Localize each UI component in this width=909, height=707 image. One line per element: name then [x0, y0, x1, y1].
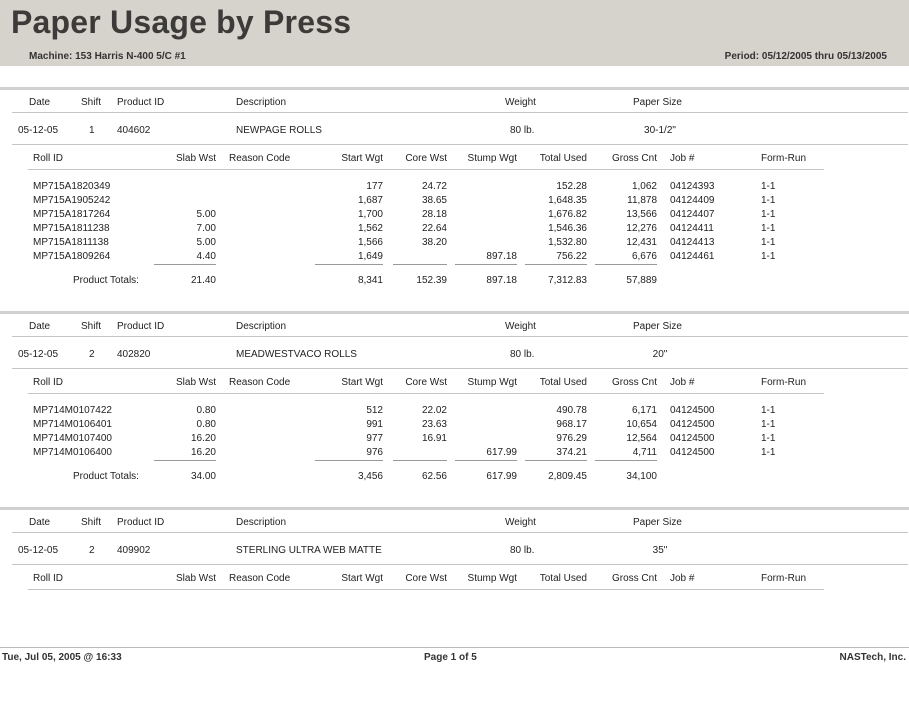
job-number-header: Job #: [670, 573, 695, 584]
page-number: Page 1 of 5: [424, 652, 477, 663]
slab-wst: 16.20: [190, 447, 216, 458]
start-wgt: 1,687: [357, 195, 383, 206]
product-id-header: Product ID: [117, 321, 165, 332]
product-section: [0, 507, 909, 707]
product-date: 05-12-05: [18, 349, 59, 360]
description-header: Description: [236, 517, 287, 528]
slab-wst: 0.80: [196, 419, 216, 430]
footer-divider: [0, 647, 909, 648]
start-wgt-underline: [315, 264, 383, 265]
job-number-header: Job #: [670, 377, 695, 388]
start-wgt-header: Start Wgt: [341, 377, 383, 388]
start-wgt: 977: [366, 433, 383, 444]
form-run-header: Form-Run: [761, 377, 807, 388]
total-core-wst: 152.39: [416, 275, 447, 286]
job-number: 04124407: [670, 209, 715, 220]
weight-header: Weight: [505, 97, 536, 108]
total-start-wgt: 3,456: [357, 471, 383, 482]
section-divider: [0, 87, 909, 90]
period-info: Period: 05/12/2005 thru 05/13/2005: [724, 51, 887, 62]
gross-cnt: 6,676: [631, 251, 657, 262]
product-rule: [12, 564, 908, 565]
paper-size-header: Paper Size: [633, 97, 682, 108]
job-number: 04124500: [670, 447, 715, 458]
slab-wst-underline: [154, 264, 216, 265]
core-wst: 28.18: [421, 209, 447, 220]
total-slab-wst: 21.40: [190, 275, 216, 286]
reason-code-header: Reason Code: [229, 573, 291, 584]
start-wgt: 1,566: [357, 237, 383, 248]
date-header: Date: [29, 321, 51, 332]
job-number-header: Job #: [670, 153, 695, 164]
roll-id: MP715A1811238: [33, 223, 110, 234]
job-number: 04124461: [670, 251, 715, 262]
gross-cnt: 1,062: [631, 181, 657, 192]
total-slab-wst: 34.00: [190, 471, 216, 482]
header-rule: [12, 532, 908, 533]
product-weight: 80 lb.: [510, 125, 535, 136]
product-description: STERLING ULTRA WEB MATTE: [236, 545, 382, 556]
start-wgt-underline: [315, 460, 383, 461]
product-totals-label: Product Totals:: [73, 471, 139, 482]
shift-header: Shift: [81, 321, 102, 332]
product-id: 404602: [117, 125, 151, 136]
stump-wgt-header: Stump Wgt: [467, 573, 517, 584]
form-run: 1-1: [761, 181, 776, 192]
product-shift: 1: [89, 125, 95, 136]
product-date: 05-12-05: [18, 125, 59, 136]
core-wst: 22.64: [421, 223, 447, 234]
company-name: NASTech, Inc.: [839, 652, 906, 663]
total-used-underline: [525, 264, 587, 265]
start-wgt: 976: [366, 447, 383, 458]
roll-id: MP715A1817264: [33, 209, 111, 220]
product-weight: 80 lb.: [510, 545, 535, 556]
roll-id-header: Roll ID: [33, 573, 64, 584]
slab-wst: 5.00: [196, 209, 216, 220]
gross-cnt: 13,566: [626, 209, 657, 220]
roll-id: MP715A1820349: [33, 181, 111, 192]
product-id: 409902: [117, 545, 151, 556]
machine-info: Machine: 153 Harris N-400 5/C #1: [29, 51, 186, 62]
total-core-wst: 62.56: [421, 471, 447, 482]
gross-cnt: 6,171: [631, 405, 657, 416]
total-used-header: Total Used: [539, 377, 587, 388]
form-run: 1-1: [761, 405, 776, 416]
product-date: 05-12-05: [18, 545, 59, 556]
job-number: 04124411: [670, 223, 714, 234]
roll-header-rule: [28, 169, 824, 170]
total-used-header: Total Used: [539, 153, 587, 164]
roll-header-rule: [28, 589, 824, 590]
report-header: [0, 0, 909, 66]
core-wst: 38.20: [421, 237, 447, 248]
section-divider: [0, 311, 909, 314]
job-number: 04124413: [670, 237, 715, 248]
core-wst-header: Core Wst: [405, 573, 447, 584]
total-start-wgt: 8,341: [357, 275, 383, 286]
form-run-header: Form-Run: [761, 153, 807, 164]
start-wgt: 991: [366, 419, 383, 430]
core-wst-underline: [393, 460, 447, 461]
roll-id: MP714M0106401: [33, 419, 112, 430]
gross-cnt-header: Gross Cnt: [611, 377, 657, 388]
start-wgt: 1,700: [357, 209, 383, 220]
slab-wst: 4.40: [196, 251, 216, 262]
slab-wst-header: Slab Wst: [175, 573, 216, 584]
product-totals-label: Product Totals:: [73, 275, 139, 286]
product-id-header: Product ID: [117, 517, 165, 528]
form-run: 1-1: [761, 447, 776, 458]
total-used: 968.17: [556, 419, 587, 430]
form-run: 1-1: [761, 251, 776, 262]
weight-header: Weight: [505, 321, 536, 332]
product-paper-size: 20": [652, 349, 668, 360]
form-run: 1-1: [761, 195, 776, 206]
product-shift: 2: [89, 349, 95, 360]
description-header: Description: [236, 97, 287, 108]
slab-wst: 0.80: [196, 405, 216, 416]
core-wst: 38.65: [421, 195, 447, 206]
print-timestamp: Tue, Jul 05, 2005 @ 16:33: [2, 652, 122, 663]
product-paper-size: 35": [652, 545, 668, 556]
core-wst-header: Core Wst: [405, 377, 447, 388]
weight-header: Weight: [505, 517, 536, 528]
product-id-header: Product ID: [117, 97, 165, 108]
product-shift: 2: [89, 545, 95, 556]
form-run-header: Form-Run: [761, 573, 807, 584]
total-used: 756.22: [556, 251, 587, 262]
slab-wst: 7.00: [196, 223, 216, 234]
roll-id-header: Roll ID: [33, 153, 64, 164]
roll-id: MP715A1905242: [33, 195, 111, 206]
total-gross-cnt: 34,100: [626, 471, 657, 482]
total-used-header: Total Used: [539, 573, 587, 584]
stump-wgt-header: Stump Wgt: [467, 153, 517, 164]
total-used: 152.28: [556, 181, 587, 192]
job-number: 04124500: [670, 433, 715, 444]
reason-code-header: Reason Code: [229, 377, 291, 388]
shift-header: Shift: [81, 517, 102, 528]
form-run: 1-1: [761, 237, 776, 248]
roll-id: MP715A1811138: [33, 237, 109, 248]
roll-id: MP714M0107422: [33, 405, 112, 416]
gross-cnt: 4,711: [632, 447, 657, 458]
gross-cnt-header: Gross Cnt: [611, 573, 657, 584]
total-used: 374.21: [556, 447, 587, 458]
stump-wgt-underline: [455, 264, 517, 265]
header-rule: [12, 112, 908, 113]
total-used: 1,546.36: [548, 223, 587, 234]
date-header: Date: [29, 517, 51, 528]
slab-wst-underline: [154, 460, 216, 461]
stump-wgt: 897.18: [486, 251, 517, 262]
gross-cnt-underline: [595, 264, 657, 265]
core-wst-underline: [393, 264, 447, 265]
total-total-used: 2,809.45: [548, 471, 587, 482]
product-description: MEADWESTVACO ROLLS: [236, 349, 357, 360]
description-header: Description: [236, 321, 287, 332]
core-wst: 24.72: [421, 181, 447, 192]
roll-id-header: Roll ID: [33, 377, 64, 388]
slab-wst-header: Slab Wst: [175, 153, 216, 164]
form-run: 1-1: [761, 433, 776, 444]
slab-wst: 16.20: [190, 433, 216, 444]
gross-cnt: 11,878: [627, 195, 657, 206]
total-used: 1,648.35: [548, 195, 587, 206]
form-run: 1-1: [761, 419, 776, 430]
gross-cnt: 12,431: [626, 237, 657, 248]
section-divider: [0, 507, 909, 510]
product-id: 402820: [117, 349, 151, 360]
start-wgt-header: Start Wgt: [341, 573, 383, 584]
date-header: Date: [29, 97, 51, 108]
total-used: 490.78: [556, 405, 587, 416]
total-gross-cnt: 57,889: [626, 275, 657, 286]
product-section: [0, 87, 909, 287]
job-number: 04124500: [670, 419, 715, 430]
job-number: 04124500: [670, 405, 715, 416]
total-used-underline: [525, 460, 587, 461]
job-number: 04124393: [670, 181, 715, 192]
gross-cnt: 10,654: [626, 419, 657, 430]
roll-id: MP714M0107400: [33, 433, 112, 444]
total-stump-wgt: 897.18: [486, 275, 517, 286]
product-rule: [12, 368, 908, 369]
total-used: 1,532.80: [548, 237, 587, 248]
product-weight: 80 lb.: [510, 349, 535, 360]
gross-cnt-underline: [595, 460, 657, 461]
form-run: 1-1: [761, 209, 776, 220]
reason-code-header: Reason Code: [229, 153, 291, 164]
stump-wgt-underline: [455, 460, 517, 461]
start-wgt: 512: [366, 405, 383, 416]
stump-wgt-header: Stump Wgt: [467, 377, 517, 388]
slab-wst: 5.00: [196, 237, 216, 248]
core-wst: 22.02: [421, 405, 447, 416]
product-section: [0, 311, 909, 511]
gross-cnt: 12,564: [626, 433, 657, 444]
product-rule: [12, 144, 908, 145]
start-wgt: 1,562: [357, 223, 383, 234]
paper-size-header: Paper Size: [633, 517, 682, 528]
start-wgt: 1,649: [357, 251, 383, 262]
job-number: 04124409: [670, 195, 715, 206]
shift-header: Shift: [81, 97, 102, 108]
roll-id: MP714M0106400: [33, 447, 112, 458]
report-title: Paper Usage by Press: [11, 4, 352, 40]
total-used: 976.29: [556, 433, 587, 444]
core-wst-header: Core Wst: [405, 153, 447, 164]
product-paper-size: 30-1/2": [644, 125, 676, 136]
slab-wst-header: Slab Wst: [175, 377, 216, 388]
header-rule: [12, 336, 908, 337]
core-wst: 16.91: [421, 433, 447, 444]
core-wst: 23.63: [421, 419, 447, 430]
gross-cnt: 12,276: [626, 223, 657, 234]
roll-id: MP715A1809264: [33, 251, 111, 262]
stump-wgt: 617.99: [486, 447, 517, 458]
total-used: 1,676.82: [548, 209, 587, 220]
form-run: 1-1: [761, 223, 776, 234]
total-stump-wgt: 617.99: [486, 471, 517, 482]
product-description: NEWPAGE ROLLS: [236, 125, 322, 136]
paper-size-header: Paper Size: [633, 321, 682, 332]
start-wgt: 177: [366, 181, 383, 192]
start-wgt-header: Start Wgt: [341, 153, 383, 164]
roll-header-rule: [28, 393, 824, 394]
total-total-used: 7,312.83: [548, 275, 587, 286]
gross-cnt-header: Gross Cnt: [611, 153, 657, 164]
